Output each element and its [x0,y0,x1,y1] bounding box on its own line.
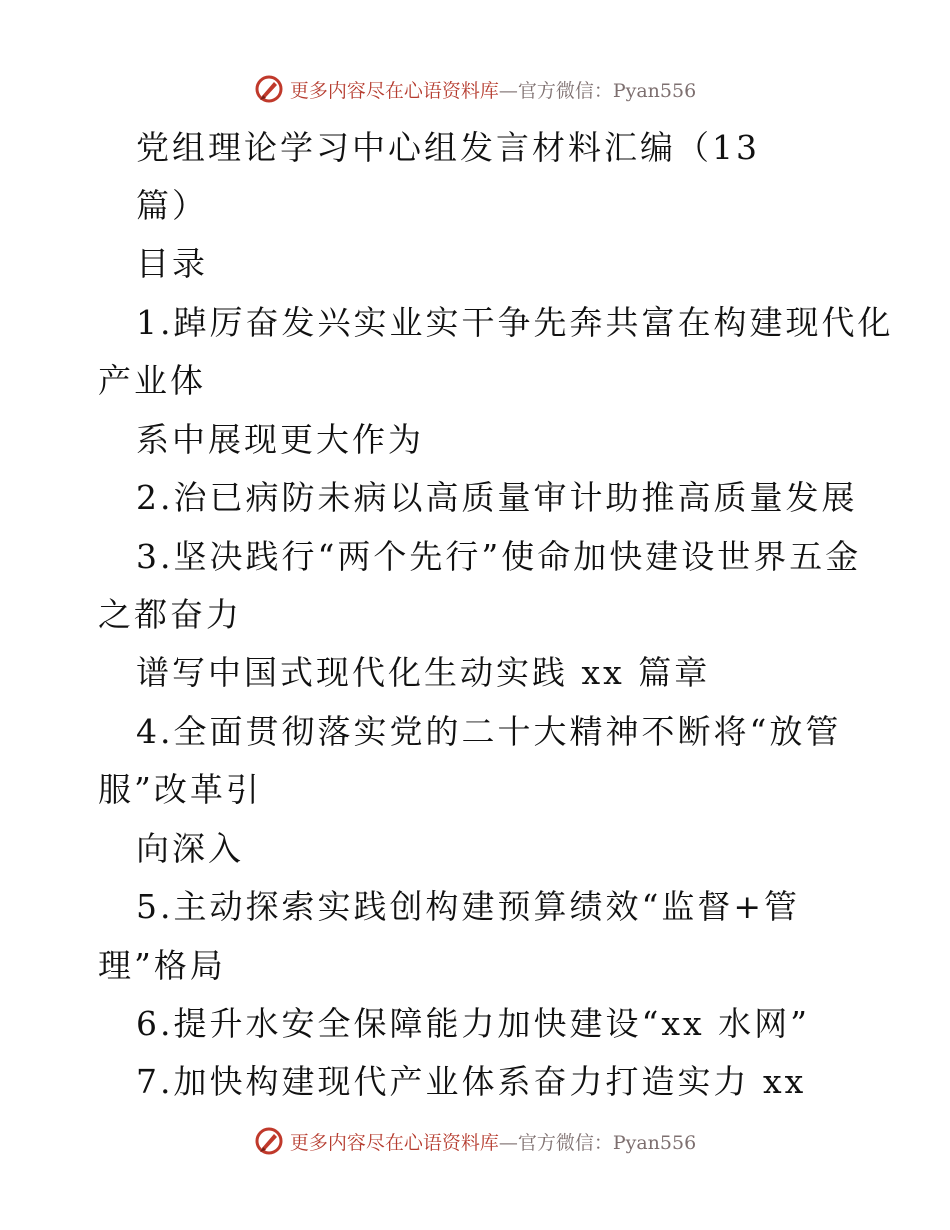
toc-item-5-line-2: 理”格局 [98,946,226,985]
toc-item-5-line-1: 5.主动探索实践创构建预算绩效“监督+管 [136,887,801,926]
toc-item-4-line-1: 4.全面贯彻落实党的二十大精神不断将“放管 [136,712,842,751]
toc-item-2: 2.治已病防未病以高质量审计助推高质量发展 [136,478,858,517]
watermark-text [290,1128,696,1155]
watermark-site: 更多内容尽在心语资料库 [289,79,499,102]
document-title-line-2: 篇） [136,186,208,225]
toc-item-1-line-1: 1.踔厉奋发兴实业实干争先奔共富在构建现代化 [136,303,894,342]
document-title-line-1: 党组理论学习中心组发言材料汇编（13 [136,128,760,167]
pen-logo-icon [254,1126,284,1156]
footer-watermark [0,1124,950,1158]
toc-item-3-line-2: 之都奋力 [98,595,242,634]
toc-item-1-line-2: 产业体 [98,361,206,400]
toc-item-7: 7.加快构建现代产业体系奋力打造实力 xx [136,1062,807,1101]
watermark-wechat: 官方微信：Pyan556 [517,1131,697,1154]
watermark-dash: — [498,79,518,102]
toc-item-1-line-3: 系中展现更大作为 [136,420,424,459]
watermark-site: 更多内容尽在心语资料库 [289,1131,499,1154]
toc-item-6: 6.提升水安全保障能力加快建设“xx 水网” [136,1004,810,1043]
toc-item-4-line-3: 向深入 [136,829,244,868]
watermark-wechat: 官方微信：Pyan556 [517,79,697,102]
toc-heading: 目录 [136,244,208,283]
toc-item-3-line-3: 谱写中国式现代化生动实践 xx 篇章 [136,653,711,692]
toc-item-4-line-2: 服”改革引 [98,770,262,809]
watermark-dash: — [498,1131,518,1154]
toc-item-3-line-1: 3.坚决践行“两个先行”使命加快建设世界五金 [136,537,862,576]
